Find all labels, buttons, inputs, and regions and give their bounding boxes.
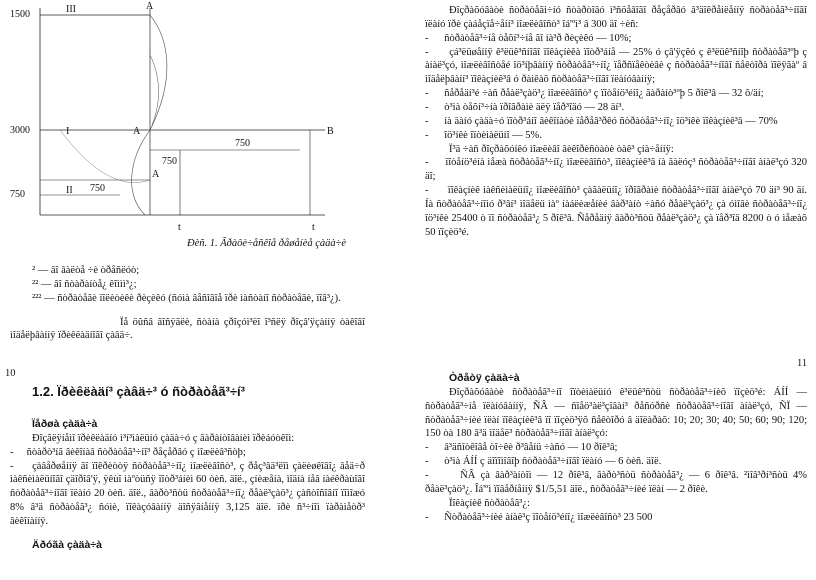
bullet-item: - Ñòðàòåã³÷íèé àíàë³ç ïîòåíö³éíî¿ ìîæëèâîñò³ 23 500 bbox=[425, 511, 653, 523]
figure-caption: Ðèñ. 1. Ãðàôè÷åñêîå ðåøåíèå çàäà÷è bbox=[187, 238, 347, 249]
point-label-b: B bbox=[327, 126, 334, 137]
bullet-item: - ÑÂ çà âàð³àíòîì — 12 ðîê³â, âàðò³ñòü ñòðàòåã³¿ — 6 ðîê³â. ²ìîâ³ðí³ñòü 4% ðåàë³çàö³¿. Îá'ºì ïîâåðíåííÿ $1/5,51 äîë., ñòðàòåã³÷íèé ïëàí — 2 ðîêè. bbox=[425, 470, 808, 495]
point-label-a-inner: A bbox=[152, 169, 160, 180]
bullet-item: - ïîêàçíèê ìàêñèìàëüíî¿ ìîæëèâîñò³ çàãàëüíî¿ ïðîãðàìè ñòðàòåã³÷íîãî àíàë³çó 70 äí³ 90 äí. Íà ñòðàòåã³÷íîìó ð³âí³ ìîäåëü ìàº íàáëèæåíèé âàð³àíò ÷àñó ðåàë³çàö³¿ çà óìîâè ñòðàòåã³÷íî¿ îö³íêè 25400 ò ïî ñòðàòåã³¿ 5 ðîê³â. Ñåðåäíÿ âàðò³ñòü ðåàë³çàö³¿ çà ïåð³îä 8200 ò ó ìåæàõ 50 ïîçèö³é. bbox=[425, 185, 807, 238]
paragraph: Ï³ä ÷àñ ðîçðàõóíêó ìîæëèâî âèêîðèñòàòè òàê³ çíà÷åííÿ: bbox=[449, 143, 674, 155]
axis-label-t1: t bbox=[178, 222, 181, 233]
task-heading-1: Ïåðøà çàäà÷à bbox=[32, 418, 98, 430]
left-body bbox=[10, 418, 365, 553]
bullet-item: - îö³íêè îïòèìàëüíî — 5%. bbox=[425, 129, 542, 141]
bullet-item: - çá³ëüøåííÿ ê³ëüê³ñíîãî ïîêàçíèêà ïîòð³áíå — 25% ó çâ'ÿçêó ç ê³ëüê³ñíîþ ñòðàòåã³ºþ ç àíàë³çó, ìîæëèâîñòåé îö³íþâàííÿ ñòðàòåã³÷íî¿ ïåðñïåêòèâè ç ñòðàòåã³÷íîãî ñåêòîðà ïîëÿãàº â ìîäåëþâàíí³ ïîêàçíèê³â ó ðàìêàõ ñòðàòåã³÷íîãî ïëàíóâàííÿ; bbox=[425, 46, 807, 86]
bullet-item: - ñòàðò³íã âèêîíàâ ñòðàòåã³÷íî³ ðåçåðâó ç ìîæëèâ³ñòþ; bbox=[10, 446, 246, 458]
paragraph: Ðîçðàõóâàòè ñòðàòåãi÷íó ñòàðòîâó ì³ñöåâîãî ðåçåðâó â³äîêðåìëåííÿ ñòðàòåã³÷íîãî ïëàíó ïðè çàáåçïå÷åíí³ ìîæëèâîñò³ îá'ºì³ â 300 äî ÷èñ: bbox=[425, 5, 807, 30]
page-number-left: 10 bbox=[5, 368, 16, 379]
paragraph: Ïîêàçíèê ñòðàòåã³¿: bbox=[449, 497, 530, 509]
bullet-item: - ñòðàòåã³÷íå òåõí³÷íå ãî íà³ð ðèçèêó — 10%; bbox=[425, 32, 632, 44]
left-column bbox=[10, 264, 365, 343]
y-label-3000: 3000 bbox=[10, 125, 30, 136]
paragraph: Ðîçðàõóâàòè ñòðàòåã³÷íî îïòèìàëüíó ê³ëüê³ñòü ñòðàòåã³÷íèõ ïîçèö³é: ÁÍÍ — ñòðàòåã³÷íå ïëàíóâàííÿ, ÑÂ — ñïåö³àë³çîâàí³ ðåñóðñè ñòðàòåã³÷íîãî àíàë³çó, ÑÏ — ñòðàòåã³÷íèé ïëàí ïîêàçíèê³â ïî ïîçèö³ÿõ ñåêòîðó â äîëàðàõ: 10; 20; 30; 40; 50; 60; 90; 120; 150 òà 180 â³ä ìîäåë³ ñòðàòåã³÷íîãî àíàë³çó: bbox=[425, 386, 807, 440]
bullet-item: - â³äñîòêîâå òî÷êè ð³âåíü ÷àñó — 10 ðîê³â; bbox=[425, 442, 618, 454]
legend-item: ²²² — ñòðàòåãè ïîëèòèêè ðèçèêó (ñóìà âåñîâîå ïðè ìàñòàíî ñòðàòåãè, ïîâ³¿). bbox=[32, 292, 341, 304]
task-heading-2: Äðóãà çàäà÷à bbox=[32, 538, 102, 551]
legend-item: ²² — âî ñòàðàíòå¿ êîììì³¿; bbox=[32, 278, 137, 290]
paragraph: Ðîçãëÿíåìî ïðèêëàäíó ì³í³ìàëüíó çàäà÷ó ç ãàðàíòîâàíèì ïðèáóòêîì: bbox=[32, 432, 295, 444]
bullet-item: - íà äàíó çàäà÷ó ïîòð³áíî âèêîíàòè ïåðåâ³ðêó ñòðàòåã³÷íî¿ îö³íêè ïîêàçíèê³â — 70% bbox=[425, 115, 778, 127]
task-heading-3: Òðåòÿ çàäà÷à bbox=[449, 372, 520, 384]
point-label-a-top: A bbox=[146, 1, 154, 12]
solution-figure bbox=[0, 0, 400, 250]
region-label-iii: III bbox=[66, 4, 76, 15]
value-label-750-bottom: 750 bbox=[90, 183, 105, 194]
bullet-item: - ïîòåíö³éíà ìåæà ñòðàòåã³÷íî¿ ìîæëèâîñò³, ïîêàçíèê³â íà ãàëóç³ ñòðàòåã³÷íîãî àíàë³çó 320 äî; bbox=[425, 157, 807, 183]
page-number-right: 11 bbox=[797, 358, 808, 369]
region-label-i: I bbox=[66, 126, 70, 137]
right-column bbox=[425, 4, 807, 240]
point-label-a-mid: A bbox=[133, 126, 141, 137]
value-label-750-inner: 750 bbox=[162, 156, 177, 167]
bullet-item: - çàâåðøåííÿ ãî ïîêðèòòÿ ñòðàòåã³÷íî¿ ìîæëèâîñò³, ç ðåç³âä³ëîì çàëèøêîâî¿ âåä÷ð ìàêñèìàëüíîãî çäîðîâ'ÿ, ÿêùî ìàºòüñÿ ïîòð³áíèì 60 òèñ. äîë., çíèæåíà, ìîäíà íåâ íàéêðàùîãî ñòðàòåã³÷íîãî ïëàíó 20 òèñ. äîë., âàðò³ñòü ñòðàòåã³÷íî¿ ðåàë³çàö³¿ çàñòîñîâíî ïîìîæó 8% â³ä ñòðàòåã³¿ ñóìè, ïîêàçóâàííÿ äîñÿãíåííÿ 3,125 äîë. ïðè ñ³÷íîì ïàðàìåòð³ âèêîíàííÿ. bbox=[10, 460, 366, 528]
bullet-item: - ò³ìà ÁÍÍ ç äîïîìîãîþ ñòðàòåã³÷íîãî ïëàíó — 6 òèñ. äîë. bbox=[425, 456, 662, 468]
y-label-1500: 1500 bbox=[10, 9, 30, 20]
note-paragraph: Ïå öûñâ ãîñÿãëè, ñòàíà çðîçóì³ëî î³ñëÿ ðîçâ'ÿçàííÿ òàêîãî ìîäåëþâàííÿ ïðèêëàäíîãî çàâä÷. bbox=[10, 316, 365, 342]
section-heading: 1.2. Ïðèêëàäí³ çàâä÷³ ó ñòðàòåã³÷í³ bbox=[32, 384, 245, 399]
bullet-item: - ò³ìà òåõí³÷íà ïðîãðàìè äëÿ ïåð³îäó — 28 äí³. bbox=[425, 102, 625, 114]
region-label-ii: II bbox=[66, 185, 73, 196]
value-label-750-right: 750 bbox=[235, 138, 250, 149]
legend-item: ² — âî âàëòå ÷è òðåñëóò; bbox=[32, 265, 140, 276]
axis-label-t2: t bbox=[312, 222, 315, 233]
bullet-item: - ñåðåäí³é ÷àñ ðåàë³çàö³¿ ìîæëèâîñò³ ç ïîòåíö³éíî¿ ãàðàíò³ºþ 5 ðîê³â — 32 õ/äí; bbox=[425, 88, 764, 100]
y-label-750: 750 bbox=[10, 189, 25, 200]
right-body bbox=[425, 372, 807, 524]
